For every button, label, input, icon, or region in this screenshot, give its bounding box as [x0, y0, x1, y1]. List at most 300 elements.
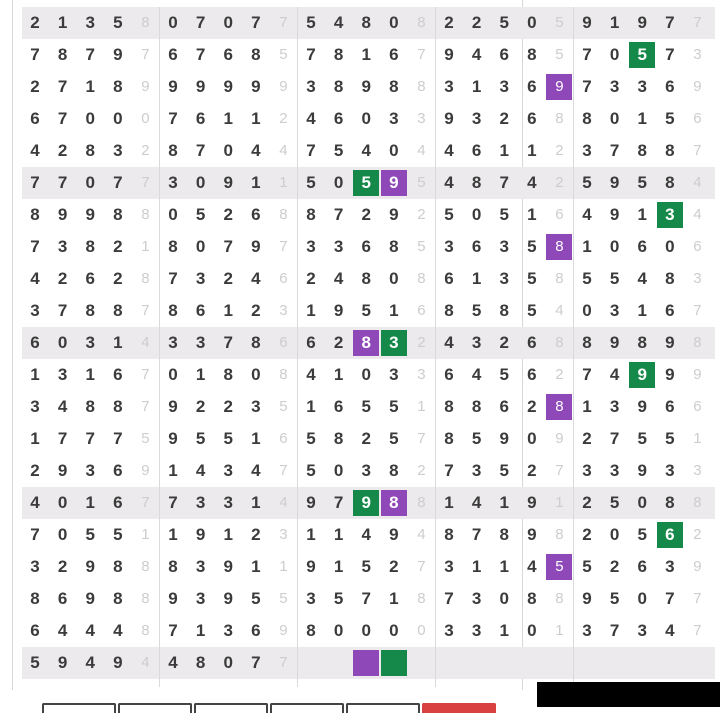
grid-cell[interactable]: 8	[113, 397, 123, 416]
separator-digit[interactable]	[546, 650, 572, 676]
separator-digit[interactable]: 2	[279, 110, 288, 127]
grid-cell[interactable]: 8	[582, 333, 592, 352]
separator-digit[interactable]: 7	[279, 654, 288, 671]
grid-cell[interactable]: 7	[57, 429, 68, 448]
grid-cell[interactable]: 3	[471, 109, 482, 128]
separator-digit[interactable]: 1	[279, 558, 288, 575]
grid-cell[interactable]: 9	[389, 525, 399, 544]
grid-cell[interactable]: 5	[609, 269, 620, 288]
grid-cell[interactable]: 8	[85, 237, 95, 256]
grid-cell[interactable]: 6	[665, 301, 675, 320]
grid-cell[interactable]: 6	[444, 269, 454, 288]
grid-cell[interactable]: 8	[527, 45, 537, 64]
grid-cell[interactable]: 2	[223, 205, 233, 224]
grid-cell[interactable]: 8	[85, 301, 95, 320]
grid-cell[interactable]: 5	[444, 205, 454, 224]
grid-cell[interactable]: 3	[57, 365, 68, 384]
separator-digit[interactable]: 4	[279, 142, 288, 159]
grid-cell[interactable]: 3	[444, 557, 454, 576]
separator-digit[interactable]: 7	[693, 302, 702, 319]
grid-cell[interactable]: 3	[665, 461, 675, 480]
separator-digit[interactable]	[684, 650, 710, 676]
grid-cell[interactable]: 0	[389, 13, 399, 32]
grid-cell[interactable]: 7	[168, 109, 178, 128]
grid-cell[interactable]: 4	[637, 269, 647, 288]
separator-digit[interactable]	[408, 650, 434, 676]
grid-cell[interactable]: 8	[637, 333, 647, 352]
grid-cell[interactable]: 5	[195, 205, 206, 224]
grid-cell[interactable]	[602, 650, 628, 676]
toolbar-button-1[interactable]	[42, 703, 116, 713]
grid-cell[interactable]: 9	[57, 205, 68, 224]
separator-digit[interactable]: 9	[141, 78, 150, 95]
grid-cell[interactable]: 6	[113, 461, 123, 480]
grid-cell[interactable]: 0	[609, 45, 620, 64]
grid-cell[interactable]: 8	[306, 621, 316, 640]
grid-cell[interactable]	[657, 650, 683, 676]
grid-cell[interactable]: 1	[251, 109, 261, 128]
grid-cell[interactable]: 1	[223, 301, 233, 320]
grid-cell[interactable]: 6	[30, 621, 40, 640]
grid-cell[interactable]: 9	[223, 77, 233, 96]
grid-cell[interactable]: 7	[333, 493, 344, 512]
grid-cell[interactable]: 5	[389, 429, 399, 448]
grid-cell[interactable]: 0	[223, 141, 233, 160]
grid-cell[interactable]: 0	[527, 429, 537, 448]
grid-cell[interactable]: 7	[361, 589, 371, 608]
grid-cell[interactable]	[629, 650, 655, 676]
separator-digit[interactable]: 8	[279, 206, 288, 223]
separator-digit[interactable]: 3	[417, 366, 426, 383]
grid-cell[interactable]: 3	[471, 333, 482, 352]
separator-digit[interactable]: 9	[555, 430, 564, 447]
grid-cell[interactable]: 5	[306, 13, 316, 32]
grid-cell[interactable]: 6	[30, 109, 40, 128]
grid-cell[interactable]: 8	[251, 333, 261, 352]
grid-cell[interactable]: 7	[85, 429, 95, 448]
grid-cell[interactable]: 4	[57, 397, 68, 416]
grid-cell[interactable]: 1	[306, 397, 316, 416]
grid-cell[interactable]: 8	[168, 301, 178, 320]
grid-cell[interactable]: 0	[609, 109, 620, 128]
separator-digit[interactable]: 1	[417, 398, 426, 415]
grid-cell[interactable]: 5	[582, 557, 592, 576]
grid-cell[interactable]: 3	[306, 77, 316, 96]
grid-cell[interactable]: 0	[85, 109, 95, 128]
grid-cell[interactable]	[326, 650, 352, 676]
grid-cell[interactable]: 3	[582, 621, 592, 640]
grid-cell[interactable]: 9	[637, 461, 647, 480]
grid-cell[interactable]: 5	[113, 13, 123, 32]
grid-cell[interactable]: 9	[333, 301, 344, 320]
grid-cell[interactable]: 7	[57, 109, 68, 128]
grid-cell[interactable]: 5	[665, 109, 675, 128]
grid-cell[interactable]: 1	[30, 365, 40, 384]
separator-digit[interactable]: 4	[279, 494, 288, 511]
grid-cell[interactable]: 3	[665, 557, 675, 576]
grid-cell[interactable]: 7	[665, 13, 675, 32]
grid-cell[interactable]: 5	[306, 173, 316, 192]
separator-digit[interactable]: 2	[417, 462, 426, 479]
grid-cell[interactable]: 4	[30, 141, 40, 160]
grid-cell[interactable]: 7	[168, 269, 178, 288]
grid-cell[interactable]: 8	[333, 429, 344, 448]
grid-cell[interactable]: 8	[113, 589, 123, 608]
grid-cell[interactable]: 8	[113, 77, 123, 96]
grid-cell[interactable]: 8	[361, 13, 371, 32]
separator-digit[interactable]: 7	[141, 302, 150, 319]
grid-cell[interactable]: 7	[499, 173, 509, 192]
grid-cell[interactable]: 6	[251, 205, 261, 224]
separator-digit[interactable]: 5	[279, 46, 288, 63]
grid-cell[interactable]: 7	[582, 77, 592, 96]
grid-cell[interactable]: 7	[195, 45, 206, 64]
grid-cell[interactable]: 4	[306, 365, 316, 384]
separator-digit[interactable]: 8	[693, 334, 702, 351]
grid-cell[interactable]: 1	[251, 173, 261, 192]
grid-cell[interactable]: 0	[168, 13, 178, 32]
grid-cell[interactable]: 0	[609, 237, 620, 256]
grid-cell[interactable]: 4	[168, 653, 178, 672]
grid-cell[interactable]: 0	[527, 13, 537, 32]
grid-cell[interactable]: 0	[471, 205, 482, 224]
separator-digit[interactable]: 4	[417, 526, 426, 543]
grid-cell[interactable]: 3	[306, 237, 316, 256]
grid-cell[interactable]: 7	[195, 141, 206, 160]
separator-digit[interactable]: 2	[555, 174, 564, 191]
grid-cell[interactable]: 8	[113, 205, 123, 224]
separator-digit[interactable]: 7	[141, 174, 150, 191]
grid-cell[interactable]: 5	[637, 525, 647, 544]
grid-cell[interactable]: 5	[361, 397, 371, 416]
grid-cell[interactable]: 2	[527, 461, 537, 480]
grid-cell[interactable]: 7	[30, 45, 40, 64]
grid-cell[interactable]: 2	[499, 109, 509, 128]
grid-cell[interactable]: 3	[499, 77, 509, 96]
grid-cell[interactable]: 6	[471, 141, 482, 160]
grid-cell[interactable]: 8	[471, 173, 482, 192]
grid-cell[interactable]: 9	[609, 333, 620, 352]
grid-cell[interactable]: 5	[609, 589, 620, 608]
grid-cell[interactable]: 8	[168, 557, 178, 576]
grid-cell[interactable]: 7	[113, 429, 123, 448]
separator-digit[interactable]: 4	[693, 174, 702, 191]
grid-cell[interactable]: 5	[195, 429, 206, 448]
grid-cell[interactable]: 5	[361, 557, 371, 576]
grid-cell[interactable]: 5	[499, 13, 509, 32]
grid-cell[interactable]: 4	[471, 365, 482, 384]
grid-cell[interactable]: 1	[609, 13, 620, 32]
grid-cell[interactable]: 5	[471, 301, 482, 320]
grid-cell[interactable]: 2	[499, 333, 509, 352]
grid-cell[interactable]: 6	[195, 109, 206, 128]
grid-cell[interactable]: 2	[582, 525, 592, 544]
grid-cell[interactable]: 8	[389, 237, 399, 256]
grid-cell[interactable]: 2	[113, 269, 123, 288]
grid-cell[interactable]: 9	[665, 365, 675, 384]
grid-cell[interactable]: 7	[30, 525, 40, 544]
separator-digit[interactable]: 3	[417, 110, 426, 127]
grid-cell[interactable]: 3	[637, 77, 647, 96]
grid-cell[interactable]: 6	[333, 397, 344, 416]
grid-cell[interactable]: 3	[389, 109, 399, 128]
separator-digit[interactable]: 7	[279, 462, 288, 479]
grid-cell[interactable]: 1	[30, 429, 40, 448]
grid-cell[interactable]: 1	[527, 205, 537, 224]
grid-cell[interactable]: 5	[251, 589, 261, 608]
separator-digit[interactable]: 8	[555, 526, 564, 543]
grid-cell[interactable]: 0	[389, 269, 399, 288]
grid-cell[interactable]: 5	[609, 493, 620, 512]
grid-cell[interactable]: 9	[582, 589, 592, 608]
grid-cell[interactable]: 6	[527, 77, 537, 96]
grid-cell[interactable]: 1	[333, 365, 344, 384]
grid-cell[interactable]: 4	[444, 173, 454, 192]
grid-cell[interactable]: 4	[30, 493, 40, 512]
separator-digit[interactable]: 2	[555, 142, 564, 159]
grid-cell[interactable]: 9	[637, 13, 647, 32]
grid-cell[interactable]: 3	[609, 397, 620, 416]
grid-cell[interactable]: 7	[57, 301, 68, 320]
separator-digit[interactable]: 2	[555, 366, 564, 383]
grid-cell[interactable]: 8	[30, 589, 40, 608]
grid-cell[interactable]: 9	[195, 77, 206, 96]
grid-cell[interactable]: 9	[527, 493, 537, 512]
separator-digit[interactable]: 7	[693, 142, 702, 159]
grid-cell[interactable]: 7	[609, 621, 620, 640]
grid-cell[interactable]: 1	[195, 621, 206, 640]
separator-digit[interactable]: 7	[693, 14, 702, 31]
grid-cell[interactable]: 2	[30, 13, 40, 32]
grid-cell[interactable]: 9	[85, 589, 95, 608]
grid-cell[interactable]: 8	[361, 269, 371, 288]
grid-cell[interactable]: 4	[333, 13, 344, 32]
grid-cell[interactable]: 8	[251, 45, 261, 64]
separator-digit[interactable]: 5	[555, 46, 564, 63]
separator-digit[interactable]: 1	[279, 174, 288, 191]
highlighted-cell[interactable]: 5	[353, 170, 379, 196]
grid-cell[interactable]: 2	[223, 397, 233, 416]
grid-cell[interactable]: 6	[499, 45, 509, 64]
separator-digit[interactable]: 8	[141, 558, 150, 575]
grid-cell[interactable]: 9	[113, 45, 123, 64]
grid-cell[interactable]: 7	[30, 237, 40, 256]
grid-cell[interactable]	[464, 650, 490, 676]
highlighted-cell[interactable]: 8	[353, 330, 379, 356]
grid-cell[interactable]: 3	[168, 173, 178, 192]
grid-cell[interactable]: 4	[85, 653, 95, 672]
grid-cell[interactable]: 3	[306, 589, 316, 608]
grid-cell[interactable]: 2	[582, 493, 592, 512]
separator-digit[interactable]: 7	[279, 238, 288, 255]
grid-cell[interactable]: 0	[361, 621, 371, 640]
grid-cell[interactable]: 6	[168, 45, 178, 64]
grid-cell[interactable]	[491, 650, 517, 676]
separator-digit[interactable]: 6	[417, 302, 426, 319]
grid-cell[interactable]: 1	[582, 397, 592, 416]
grid-cell[interactable]: 6	[444, 365, 454, 384]
grid-cell[interactable]: 1	[85, 493, 95, 512]
separator-digit[interactable]: 4	[693, 206, 702, 223]
grid-cell[interactable]: 9	[389, 205, 399, 224]
grid-cell[interactable]: 7	[57, 77, 68, 96]
grid-cell[interactable]: 3	[113, 141, 123, 160]
separator-digit[interactable]: 4	[141, 654, 150, 671]
separator-digit[interactable]: 1	[141, 526, 150, 543]
separator-digit[interactable]: 8	[555, 334, 564, 351]
grid-cell[interactable]: 5	[223, 429, 233, 448]
grid-cell[interactable]: 0	[389, 141, 399, 160]
grid-cell[interactable]: 9	[361, 77, 371, 96]
separator-digit[interactable]: 0	[141, 110, 150, 127]
grid-cell[interactable]: 1	[251, 557, 261, 576]
grid-cell[interactable]: 3	[195, 333, 206, 352]
grid-cell[interactable]: 2	[306, 269, 316, 288]
highlighted-cell[interactable]: 9	[353, 490, 379, 516]
separator-digit[interactable]: 7	[141, 366, 150, 383]
grid-cell[interactable]: 6	[665, 77, 675, 96]
grid-cell[interactable]: 4	[609, 365, 620, 384]
separator-digit[interactable]: 1	[693, 430, 702, 447]
grid-cell[interactable]: 1	[499, 621, 509, 640]
grid-cell[interactable]: 0	[499, 589, 509, 608]
grid-cell[interactable]: 4	[251, 461, 261, 480]
grid-cell[interactable]: 5	[499, 365, 509, 384]
grid-cell[interactable]: 1	[499, 493, 509, 512]
separator-digit[interactable]: 2	[693, 526, 702, 543]
grid-cell[interactable]: 1	[471, 557, 482, 576]
grid-cell[interactable]: 7	[113, 173, 123, 192]
separator-digit[interactable]: 7	[141, 494, 150, 511]
separator-digit[interactable]: 9	[279, 78, 288, 95]
grid-cell[interactable]: 6	[527, 109, 537, 128]
grid-cell[interactable]: 5	[306, 429, 316, 448]
grid-cell[interactable]: 8	[665, 141, 675, 160]
grid-cell[interactable]: 3	[471, 461, 482, 480]
toolbar-button-2[interactable]	[118, 703, 192, 713]
grid-cell[interactable]: 4	[444, 141, 454, 160]
separator-digit[interactable]: 3	[693, 270, 702, 287]
grid-cell[interactable]: 6	[113, 365, 123, 384]
separator-digit[interactable]: 8	[141, 270, 150, 287]
grid-cell[interactable]: 0	[527, 621, 537, 640]
grid-cell[interactable]: 3	[85, 13, 95, 32]
grid-cell[interactable]: 7	[30, 173, 40, 192]
grid-cell[interactable]: 1	[168, 461, 178, 480]
separator-digit[interactable]: 9	[141, 462, 150, 479]
grid-cell[interactable]: 0	[195, 173, 206, 192]
grid-cell[interactable]: 0	[57, 333, 68, 352]
grid-cell[interactable]: 1	[361, 45, 371, 64]
highlighted-cell[interactable]: 8	[546, 234, 572, 260]
highlighted-cell[interactable]: 8	[381, 490, 407, 516]
grid-cell[interactable]: 5	[499, 205, 509, 224]
grid-cell[interactable]: 1	[57, 13, 68, 32]
separator-digit[interactable]: 5	[417, 238, 426, 255]
grid-cell[interactable]: 3	[195, 493, 206, 512]
toolbar-button-5[interactable]	[346, 703, 420, 713]
highlighted-cell[interactable]: 9	[546, 74, 572, 100]
grid-cell[interactable]	[574, 650, 600, 676]
grid-cell[interactable]: 7	[306, 141, 316, 160]
grid-cell[interactable]: 2	[361, 429, 371, 448]
grid-cell[interactable]: 6	[333, 109, 344, 128]
highlighted-cell[interactable]	[353, 650, 379, 676]
grid-cell[interactable]: 7	[168, 621, 178, 640]
separator-digit[interactable]: 8	[417, 494, 426, 511]
grid-cell[interactable]: 3	[333, 237, 344, 256]
grid-cell[interactable]: 0	[113, 109, 123, 128]
grid-cell[interactable]: 1	[251, 493, 261, 512]
separator-digit[interactable]: 8	[555, 590, 564, 607]
grid-cell[interactable]: 9	[609, 205, 620, 224]
grid-cell[interactable]: 9	[195, 525, 206, 544]
grid-cell[interactable]: 2	[57, 557, 68, 576]
separator-digit[interactable]: 7	[417, 430, 426, 447]
toolbar-button-3[interactable]	[194, 703, 268, 713]
grid-cell[interactable]: 3	[361, 461, 371, 480]
grid-cell[interactable]: 3	[57, 237, 68, 256]
grid-cell[interactable]: 4	[527, 173, 537, 192]
separator-digit[interactable]: 8	[555, 270, 564, 287]
grid-cell[interactable]: 0	[637, 493, 647, 512]
separator-digit[interactable]: 3	[693, 46, 702, 63]
grid-cell[interactable]: 5	[582, 269, 592, 288]
grid-cell[interactable]: 9	[444, 45, 454, 64]
highlighted-cell[interactable]: 8	[546, 394, 572, 420]
grid-cell[interactable]: 1	[444, 493, 454, 512]
grid-cell[interactable]: 5	[527, 269, 537, 288]
grid-cell[interactable]: 6	[499, 397, 509, 416]
grid-cell[interactable]: 8	[389, 77, 399, 96]
grid-cell[interactable]: 1	[113, 333, 123, 352]
grid-cell[interactable]: 4	[251, 269, 261, 288]
grid-cell[interactable]: 7	[582, 365, 592, 384]
separator-digit[interactable]: 8	[141, 14, 150, 31]
grid-cell[interactable]: 6	[85, 269, 95, 288]
grid-cell[interactable]: 4	[582, 205, 592, 224]
grid-cell[interactable]: 6	[637, 237, 647, 256]
grid-cell[interactable]: 8	[582, 109, 592, 128]
grid-cell[interactable]: 6	[527, 333, 537, 352]
grid-cell[interactable]: 9	[85, 205, 95, 224]
grid-cell[interactable]: 1	[223, 525, 233, 544]
grid-cell[interactable]: 3	[444, 77, 454, 96]
grid-cell[interactable]: 3	[444, 237, 454, 256]
grid-cell[interactable]: 7	[195, 13, 206, 32]
grid-cell[interactable]: 3	[499, 237, 509, 256]
separator-digit[interactable]: 3	[279, 526, 288, 543]
grid-cell[interactable]: 9	[223, 589, 233, 608]
grid-cell[interactable]: 5	[389, 397, 399, 416]
separator-digit[interactable]: 7	[555, 462, 564, 479]
grid-cell[interactable]: 2	[251, 525, 261, 544]
separator-digit[interactable]: 6	[279, 430, 288, 447]
grid-cell[interactable]: 9	[223, 557, 233, 576]
separator-digit[interactable]: 1	[555, 494, 564, 511]
grid-cell[interactable]: 0	[333, 461, 344, 480]
grid-cell[interactable]: 8	[30, 205, 40, 224]
grid-cell[interactable]: 3	[637, 621, 647, 640]
separator-digit[interactable]: 3	[279, 302, 288, 319]
separator-digit[interactable]: 4	[141, 334, 150, 351]
grid-cell[interactable]: 9	[223, 173, 233, 192]
grid-cell[interactable]: 8	[444, 301, 454, 320]
separator-digit[interactable]: 2	[417, 334, 426, 351]
grid-cell[interactable]: 5	[471, 429, 482, 448]
toolbar-button-danger[interactable]	[422, 703, 496, 713]
grid-cell[interactable]: 2	[527, 397, 537, 416]
